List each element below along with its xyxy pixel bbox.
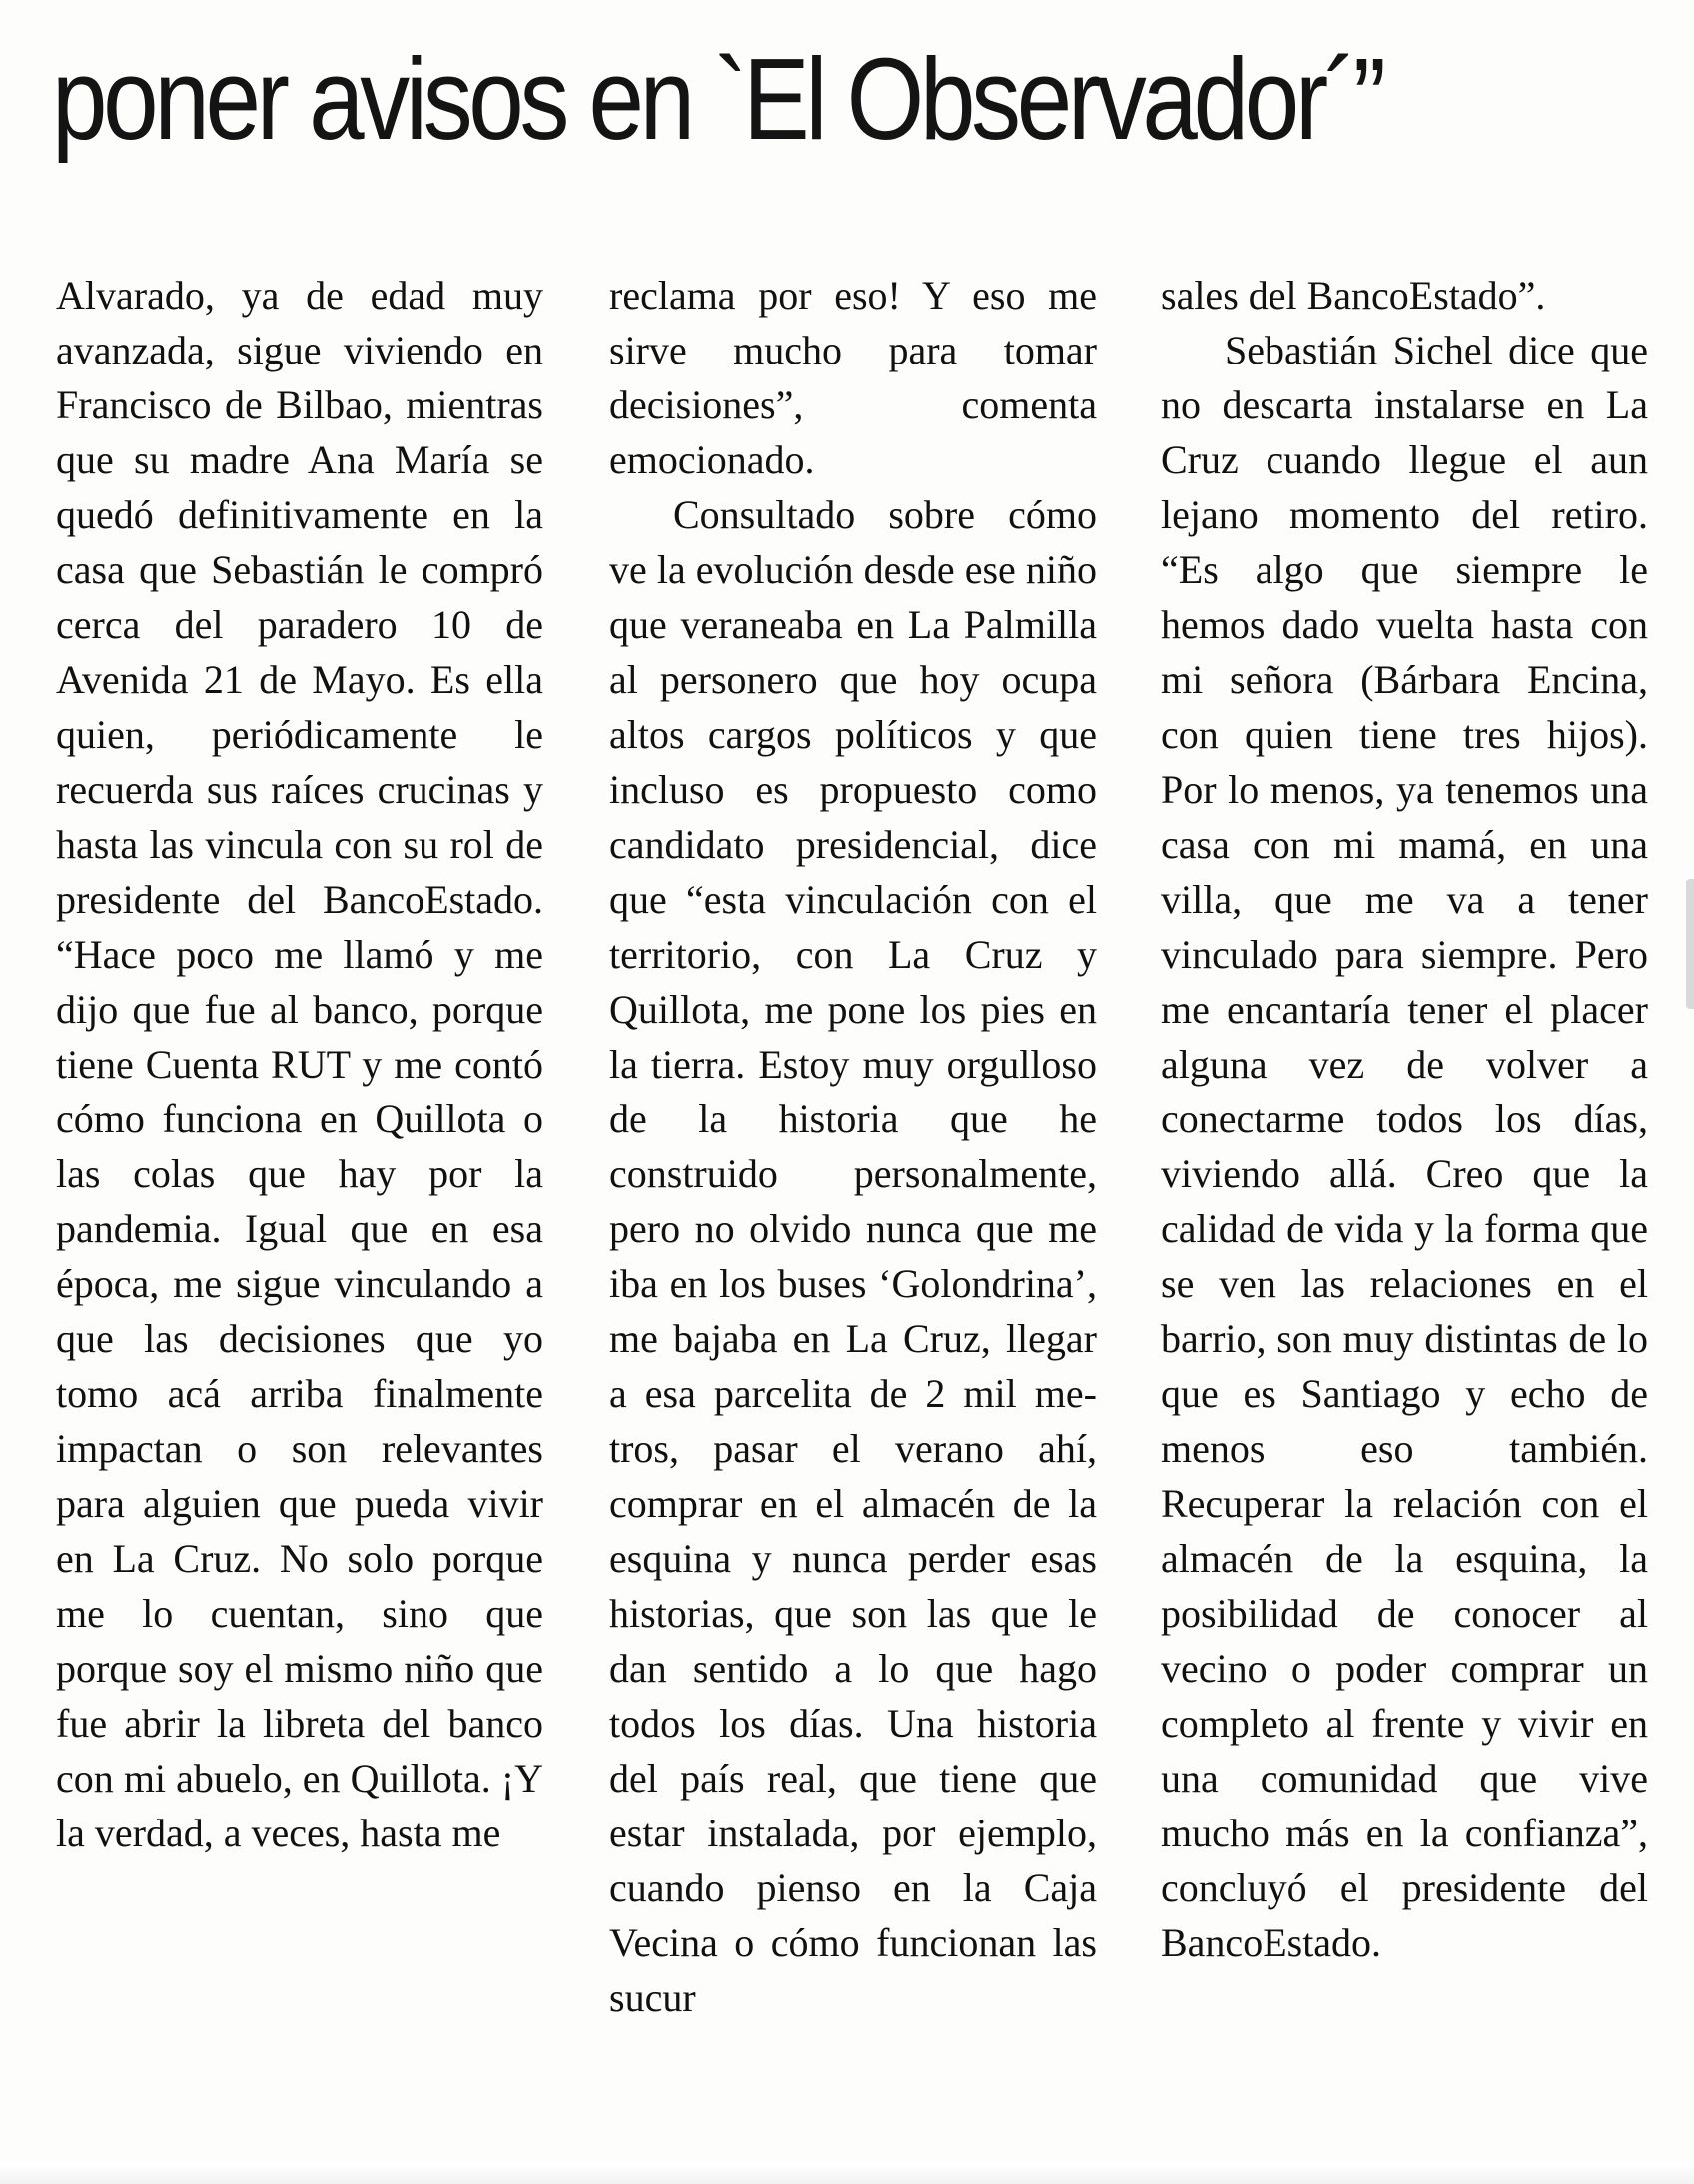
page-bottom-edge xyxy=(0,2164,1694,2184)
headline: poner avisos en `El Observador´” xyxy=(52,34,1382,164)
column-2-paragraph-1: reclama por eso! Y eso me sirve mucho para tomar decisiones”, comenta emocionado. xyxy=(609,273,1097,482)
scan-edge-mark xyxy=(1686,879,1694,1009)
column-2-paragraph-2: Consultado sobre cómo ve la evolución desde ese niño que veraneaba en La Palmilla al personero que hoy ocupa altos cargos políticos y que incluso es propuesto como candidato presidencial, dice que “esta vinculación con el territorio, con La Cruz y Quillota, me pone los pies en la tierra. Estoy muy orgulloso de la historia que he construido personalmente, pero no olvido nunca que me iba en los buses ‘Golondrina’, me bajaba en La Cruz, llegar a esa parcelita de 2 mil metros, pasar el verano ahí, comprar en el almacén de la esquina y nunca perder esas historias, que son las que le dan sentido a lo que hago todos los días. Una historia del país real, que tiene que estar instalada, por ejemplo, cuando pienso en la Caja Vecina o cómo funcionan las sucur xyxy=(609,492,1097,2020)
article-column-1 xyxy=(56,268,543,1860)
column-1-paragraph-1: Alvarado, ya de edad muy avanzada, sigue viviendo en Francisco de Bilbao, mientras que su madre Ana María se quedó definitivamente en la casa que Sebastián le compró cerca del paradero 10 de Avenida 21 de Mayo. Es ella quien, periódicamente le recuerda sus raíces crucinas y hasta las vincula con su rol de presidente del BancoEstado. “Hace poco me llamó y me dijo que fue al banco, porque tiene Cuenta RUT y me contó cómo funciona en Quillota o las colas que hay por la pandemia. Igual que en esa época, me sigue vinculando a que las decisiones que yo tomo acá arriba finalmente impactan o son relevantes para alguien que pueda vivir en La Cruz. No solo porque me lo cuentan, sino que porque soy el mismo niño que fue abrir la libreta del banco con mi abuelo, en Quillota. ¡Y la verdad, a veces, hasta me xyxy=(56,273,543,1855)
column-3-paragraph-2: Sebastián Sichel dice que no descarta instalarse en La Cruz cuando llegue el aun lejano momento del retiro. “Es algo que siempre le hemos dado vuelta hasta con mi señora (Bárbara Encina, con quien tiene tres hijos). Por lo menos, ya tenemos una casa con mi mamá, en una villa, que me va a tener vinculado para siempre. Pero me encantaría tener el placer alguna vez de volver a conectarme todos los días, viviendo allá. Creo que la calidad de vida y la forma que se ven las relaciones en el barrio, son muy distintas de lo que es Santiago y echo de menos eso también. Recuperar la relación con el almacén de la esquina, la posibilidad de conocer al vecino o poder comprar un completo al frente y vivir en una comunidad que vive mucho más en la confianza”, concluyó el presidente del BancoEstado. xyxy=(1161,328,1648,1965)
article-column-3 xyxy=(1161,268,1648,1970)
article-column-2 xyxy=(609,268,1097,2025)
column-3-paragraph-1: sales del BancoEstado”. xyxy=(1161,273,1546,318)
